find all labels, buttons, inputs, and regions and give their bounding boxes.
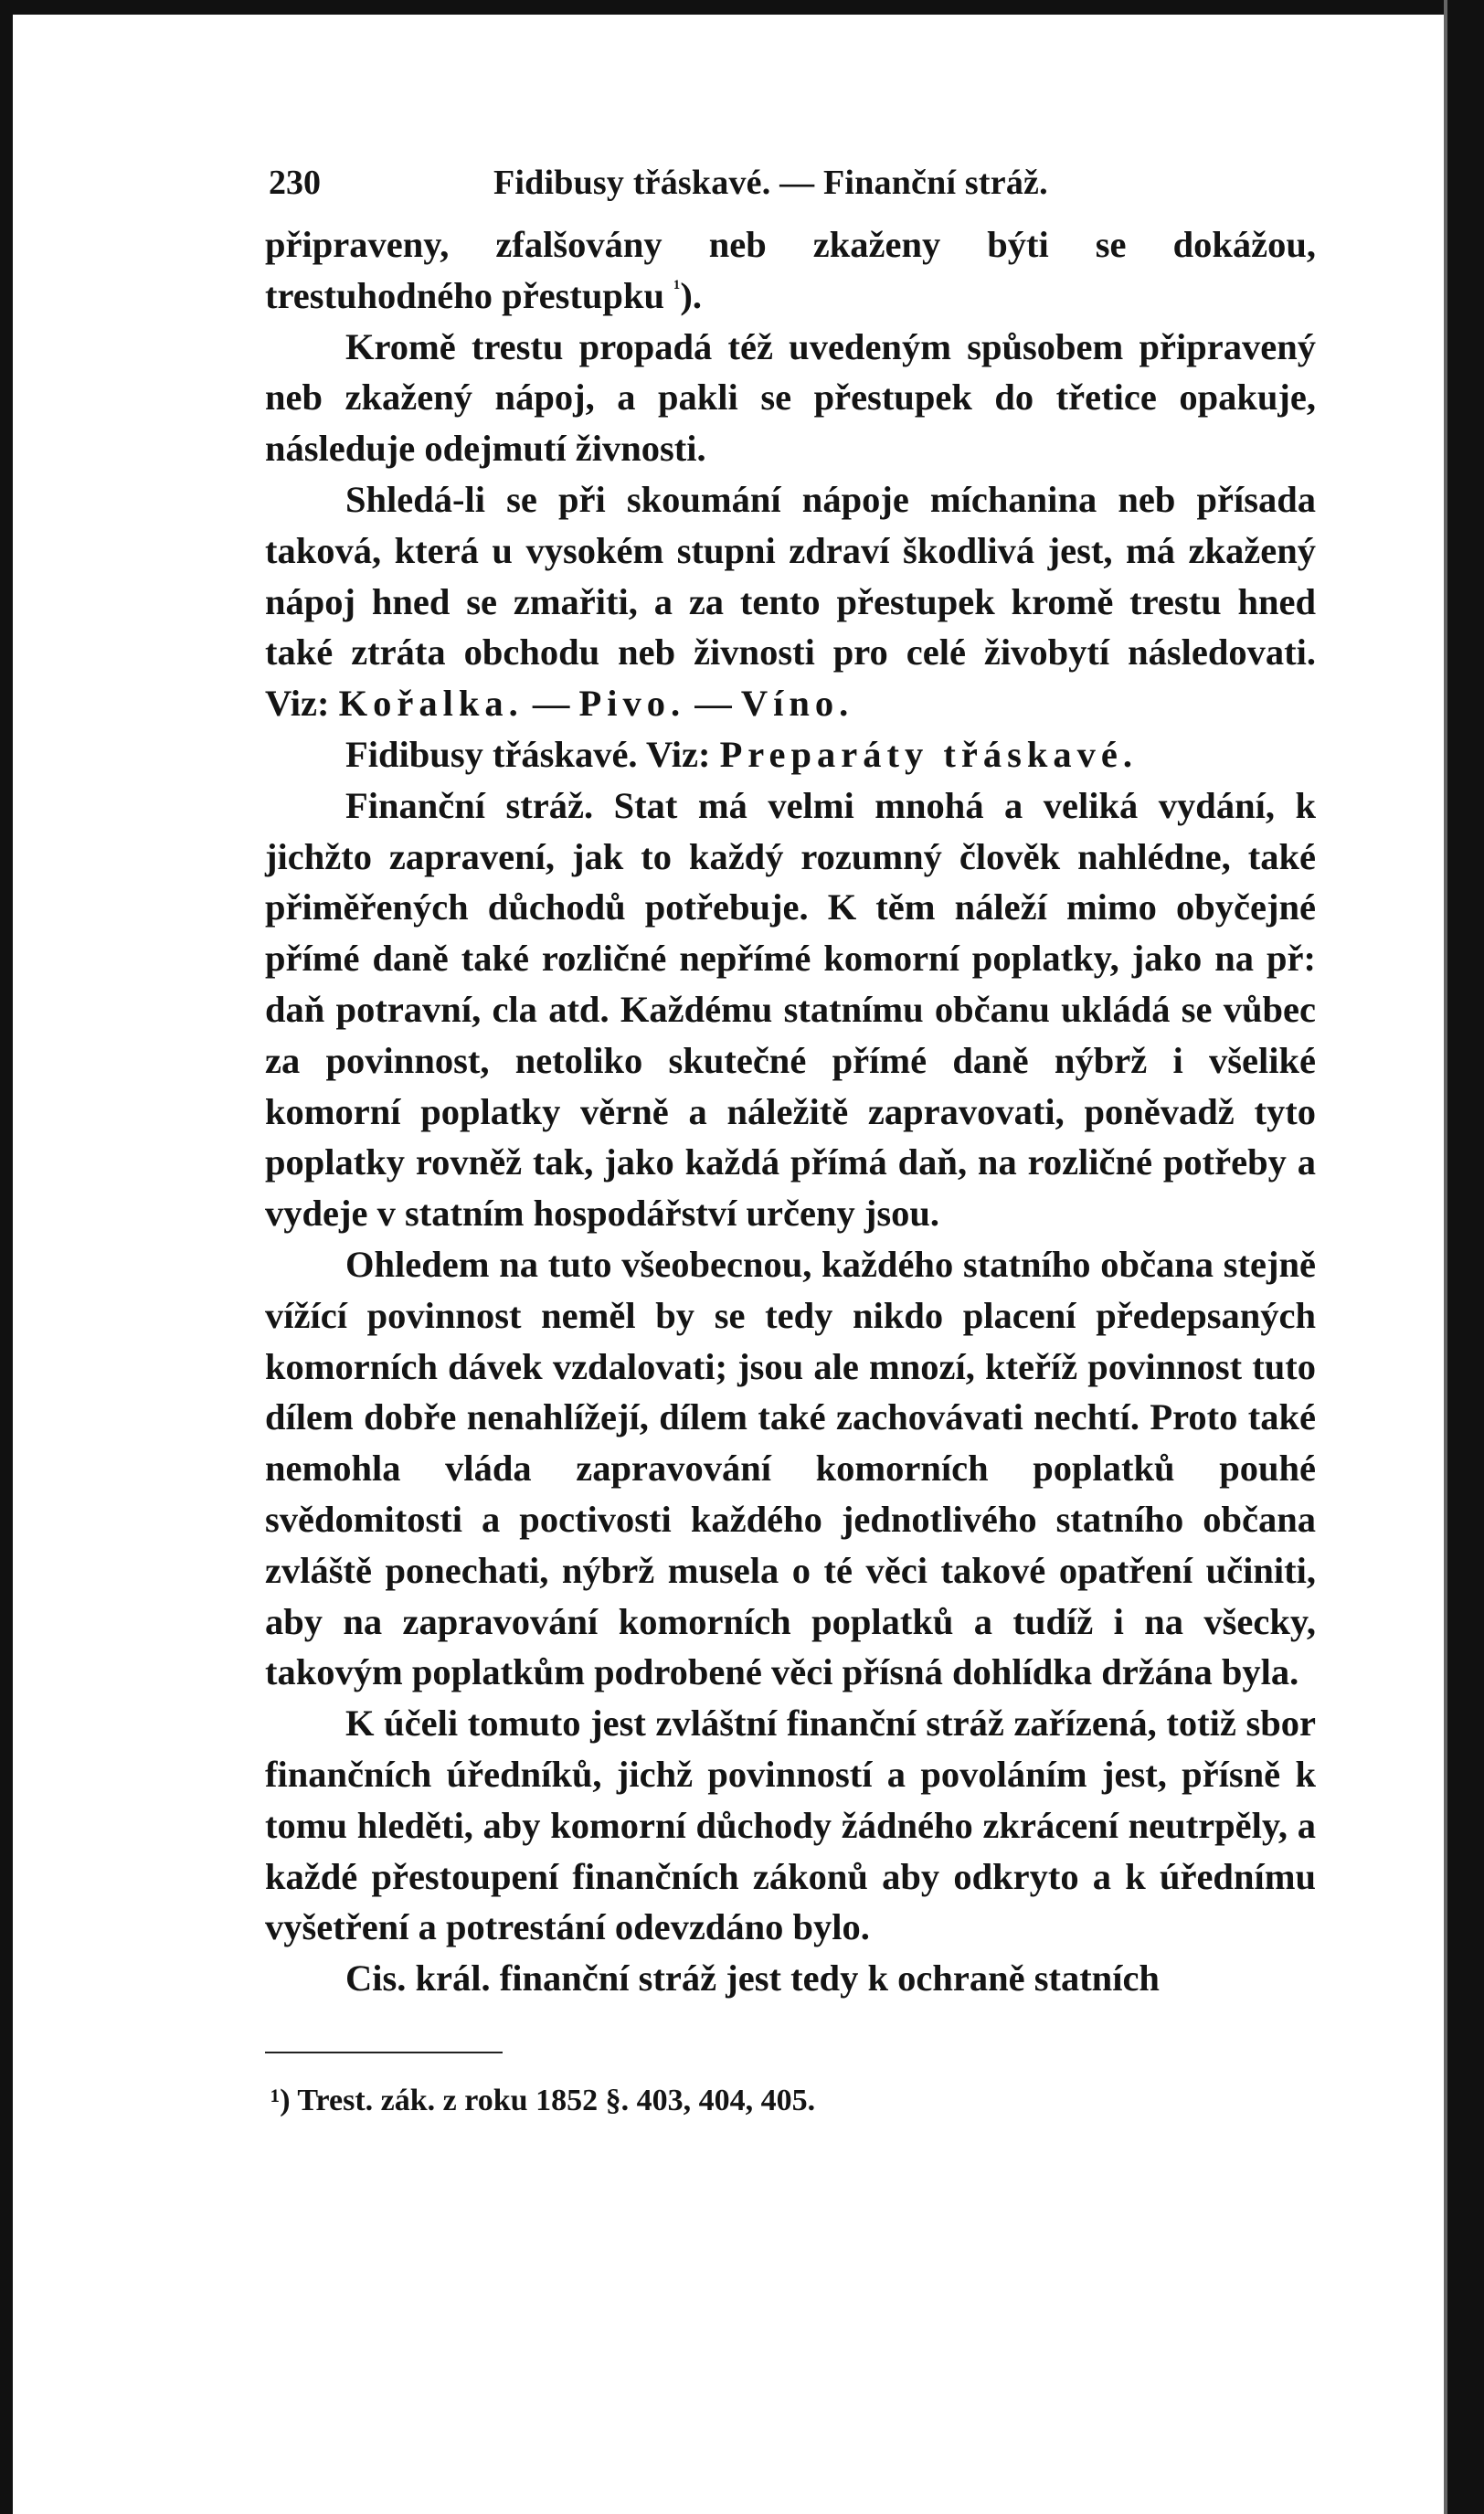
- entry: [265, 729, 1316, 780]
- footnote-reference: ¹: [673, 276, 681, 301]
- dash: —: [532, 683, 570, 725]
- paragraph: Kromě trestu propadá též uvedeným spůsobem připravený neb zkažený nápoj, a pakli se přestupek do třetice opakuje, následuje odejmutí živnosti.: [265, 325, 1316, 470]
- paragraph-text-end: ).: [680, 274, 702, 316]
- paragraph: K účeli tomuto jest zvláštní finanční stráž zařízená, totiž sbor finančních úředníků, jichž povinností a povoláním jest, přísně k tomu hleděti, aby komorní důchody žádného zkrácení neutrpěly, a každé přestoupení finančních zákonů aby odkryto a k úřednímu vyšetření a potrestání odevzdáno bylo.: [265, 1703, 1316, 1948]
- entry-headword: Fidibusy třáskavé.: [345, 733, 638, 775]
- footnote: [270, 2081, 1316, 2121]
- footnote-text: Trest. zák. z roku 1852 §. 403, 404, 405.: [297, 2083, 816, 2117]
- scan-border-top: [0, 0, 1484, 15]
- paragraph: Ohledem na tuto všeobecnou, každého statního občana stejně vížící povinnost neměl by se tedy nikdo placení předepsaných komorních dávek vzdalovati; jsou ale mnozí, kteříž povinnost tuto dílem dobře nenahlížejí, dílem také zachovávati nechtí. Proto také nemohla vláda zapravování komorních poplatků pouhé svědomitosti a poctivosti každého jednotlivého statního občana zvláště ponechati, nýbrž musela o té věci takové opatření učiniti, aby na zapravování komorních poplatků a tudíž i na všecky, takovým poplatkům podrobené věci přísná dohlídka držána byla.: [265, 1243, 1316, 1693]
- entry: [265, 780, 1316, 1239]
- cross-reference: Kořalka.: [338, 683, 524, 725]
- entry-text: Stat má velmi mnohá a veliká vydání, k jichžto zapravení, jak to každý rozumný člověk nahlédne, také přiměřených důchodů potřebuje. K těm náleží mimo obyčejné přímé daně také rozličné nepřímé komorní poplatky, jako na př: daň potravní, cla atd. Každému statnímu občanu ukládá se vůbec za povinnost, netoliko skutečné přímé daně nýbrž i všeliké komorní poplatky věrně a náležitě zapravovati, poněvadž tyto poplatky rovněž tak, jako každá přímá daň, na rozličné potřeby a vydeje v statním hospodářství určeny jsou.: [265, 784, 1316, 1235]
- scan-border-right: [1447, 0, 1484, 2514]
- dash: —: [694, 683, 732, 725]
- paragraph: Cis. král. finanční stráž jest tedy k ochraně statních: [345, 1957, 1160, 2000]
- running-title: Fidibusy třáskavé. — Finanční stráž.: [493, 164, 1048, 202]
- scan-border-left: [0, 0, 13, 2514]
- body-text: [265, 219, 1316, 2004]
- footnote-marker: ¹): [270, 2083, 291, 2117]
- paragraph-text: připraveny, zfalšovány neb zkaženy býti se dokážou, trestuhodného přestupku: [265, 224, 1316, 316]
- book-page: [265, 146, 1316, 2121]
- cross-reference: Pivo.: [578, 683, 686, 725]
- paragraph-text: Shledá-li se při skoumání nápoje míchanina neb přísada taková, která u vysokém stupni zdraví škodlivá jest, má zkažený nápoj hned se zmařiti, a za tento přestupek kromě trestu hned také ztráta obchodu neb živnosti pro celé živobytí následovati. Viz:: [265, 478, 1316, 725]
- cross-reference: Preparáty třáskavé.: [719, 733, 1138, 775]
- footnote-rule: [265, 2052, 503, 2053]
- cross-reference: Víno.: [740, 683, 854, 725]
- paragraph: [265, 474, 1316, 729]
- entry-headword: Finanční stráž.: [345, 784, 594, 826]
- page-number: 230: [269, 164, 321, 202]
- running-head: [265, 146, 1316, 219]
- viz-label: Viz:: [645, 733, 711, 775]
- paragraph-continuation: [265, 219, 1316, 322]
